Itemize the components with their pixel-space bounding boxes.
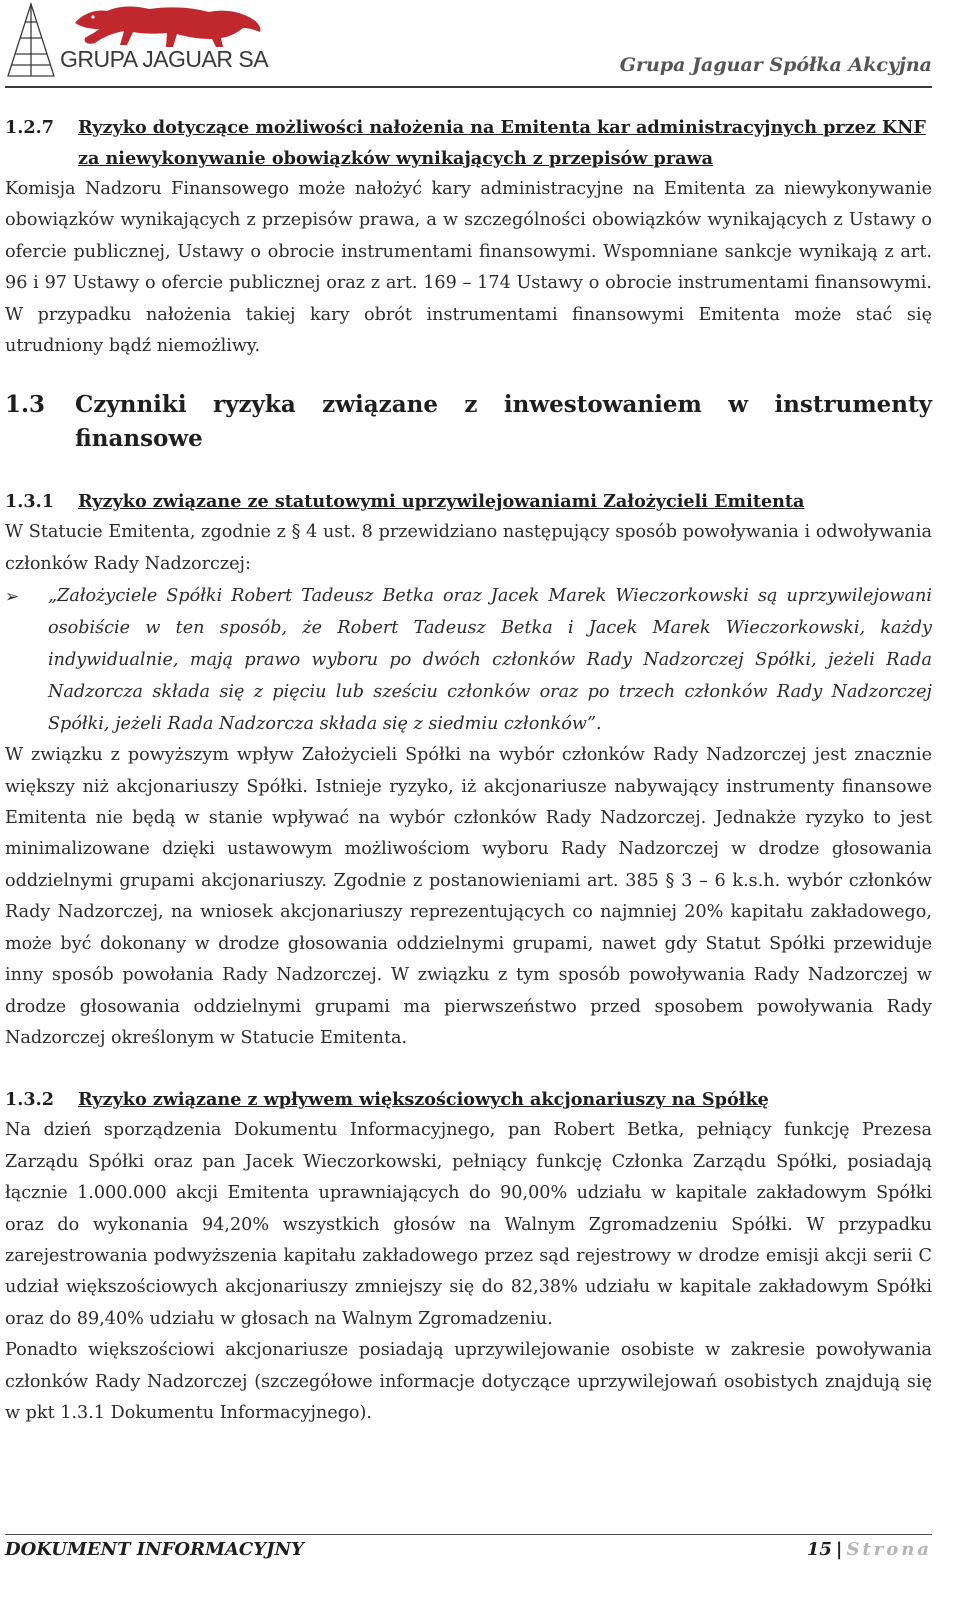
document-page <box>5 0 932 1609</box>
section-title: Czynniki ryzyka związane z inwestowaniem w instrumenty finansowe <box>75 391 932 453</box>
jaguar-icon <box>73 3 263 51</box>
section-1-2-7-body: Komisja Nadzoru Finansowego może nałożyć kary administracyjne na Emitenta za niewykonywanie obowiązków wynikających z przepisów prawa, a w szczególności obowiązków wynikających z Ustawy o ofercie publicznej, Ustawy o obrocie instrumentami finansowymi. Wspomniane sankcje wynikają z art. 96 i 97 Ustawy o ofercie publicznej oraz z art. 169 – 174 Ustawy o obrocie instrumentami finansowymi. W przypadku nałożenia takiej kary obrót instrumentami finansowymi Emitenta może stać się utrudniony bądź niemożliwy. <box>5 179 932 357</box>
footer-divider <box>5 1534 932 1535</box>
statute-quote-text: „Założyciele Spółki Robert Tadeusz Betka oraz Jacek Marek Wieczorkowski są uprzywilejowani osobiście w ten sposób, że Robert Tadeusz Betka i Jacek Marek Wieczorkowski, każdy indywidualnie, mają prawo wyboru po dwóch członków Rady Nadzorczej Spółki, jeżeli Rada Nadzorcza składa się z pięciu lub sześciu członków oraz po trzech członków Rady Nadzorczej Spółki, jeżeli Rada Nadzorcza składa się z siedmiu członków”. <box>48 586 932 735</box>
section-title: Ryzyko związane ze statutowymi uprzywilejowaniami Założycieli Emitenta <box>78 491 805 513</box>
section-1-3-1-intro: W Statucie Emitenta, zgodnie z § 4 ust. 8 przewidziano następujący sposób powoływania i odwoływania członków Rady Nadzorczej: <box>5 522 932 574</box>
page-word: Strona <box>846 1539 932 1560</box>
bullet-arrow-icon: ➢ <box>5 587 20 608</box>
section-title: Ryzyko dotyczące możliwości nałożenia na Emitenta kar administracyjnych przez KNF za niewykonywanie obowiązków wynikających z przepisów prawa <box>78 117 926 169</box>
header-divider <box>5 86 932 88</box>
footer-document-title: DOKUMENT INFORMACYJNY <box>5 1539 304 1560</box>
section-1-2-7-heading <box>5 112 932 174</box>
document-body <box>5 112 932 1429</box>
section-number: 1.3.1 <box>5 491 54 513</box>
page-separator: | <box>835 1539 843 1560</box>
page-header <box>5 0 932 86</box>
page-number-block <box>807 1539 932 1560</box>
section-number: 1.3.2 <box>5 1089 54 1111</box>
logo-text: GRUPA JAGUAR SA <box>60 46 269 72</box>
company-name: Grupa Jaguar Spółka Akcyjna <box>619 54 932 76</box>
section-1-3-1-heading <box>5 486 932 517</box>
pyramid-icon <box>5 0 57 78</box>
section-1-3-heading <box>5 388 932 456</box>
section-number: 1.3 <box>5 391 46 419</box>
section-1-3-2-body: Na dzień sporządzenia Dokumentu Informacyjnego, pan Robert Betka, pełniący funkcję Prezesa Zarządu Spółki oraz pan Jacek Wieczorkowski, pełniący funkcję Członka Zarządu Spółki, posiadają łącznie 1.000.000 akcji Emitenta uprawniających do 90,00% udziału w kapitale zakładowym Spółki oraz do wykonania 94,20% wszystkich głosów na Walnym Zgromadzeniu Spółki. W przypadku zarejestrowania podwyższenia kapitału zakładowego przez sąd rejestrowy w drodze emisji akcji serii C udział większościowych akcjonariuszy zmniejszy się do 82,38% udziału w kapitale zakładowym Spółki oraz do 89,40% udziału w głosach na Walnym Zgromadzeniu. <box>5 1120 932 1329</box>
statute-quote <box>5 580 932 740</box>
section-number: 1.2.7 <box>5 117 54 138</box>
section-1-3-2-heading <box>5 1084 932 1115</box>
section-1-3-1-body: W związku z powyższym wpływ Założycieli Spółki na wybór członków Rady Nadzorczej jest znacznie większy niż akcjonariuszy Spółki. Istnieje ryzyko, iż akcjonariusze nabywający instrumenty finansowe Emitenta nie będą w stanie wpływać na wybór członków Rady Nadzorczej. Jednakże ryzyko to jest minimalizowane dzięki ustawowym możliwościom wyboru Rady Nadzorczej w drodze głosowania oddzielnymi grupami akcjonariuszy. Zgodnie z postanowieniami art. 385 § 3 – 6 k.s.h. wybór członków Rady Nadzorczej, na wniosek akcjonariuszy reprezentujących co najmniej 20% kapitału zakładowego, może być dokonany w drodze głosowania oddzielnymi grupami, nawet gdy Statut Spółki przewiduje inny sposób powołania Rady Nadzorczej. W związku z tym sposób powoływania Rady Nadzorczej w drodze głosowania oddzielnymi grupami ma pierwszeństwo przed sposobem powoływania Rady Nadzorczej określonym w Statucie Emitenta. <box>5 745 932 1048</box>
section-title: Ryzyko związane z wpływem większościowych akcjonariuszy na Spółkę <box>78 1089 769 1111</box>
section-1-3-2-body-continued: Ponadto większościowi akcjonariusze posiadają uprzywilejowanie osobiste w zakresie powoływania członków Rady Nadzorczej (szczegółowe informacje dotyczące uprzywilejowań osobistych znajdują się w pkt 1.3.1 Dokumentu Informacyjnego). <box>5 1340 932 1423</box>
page-number: 15 <box>806 1539 832 1560</box>
company-logo <box>5 0 267 80</box>
